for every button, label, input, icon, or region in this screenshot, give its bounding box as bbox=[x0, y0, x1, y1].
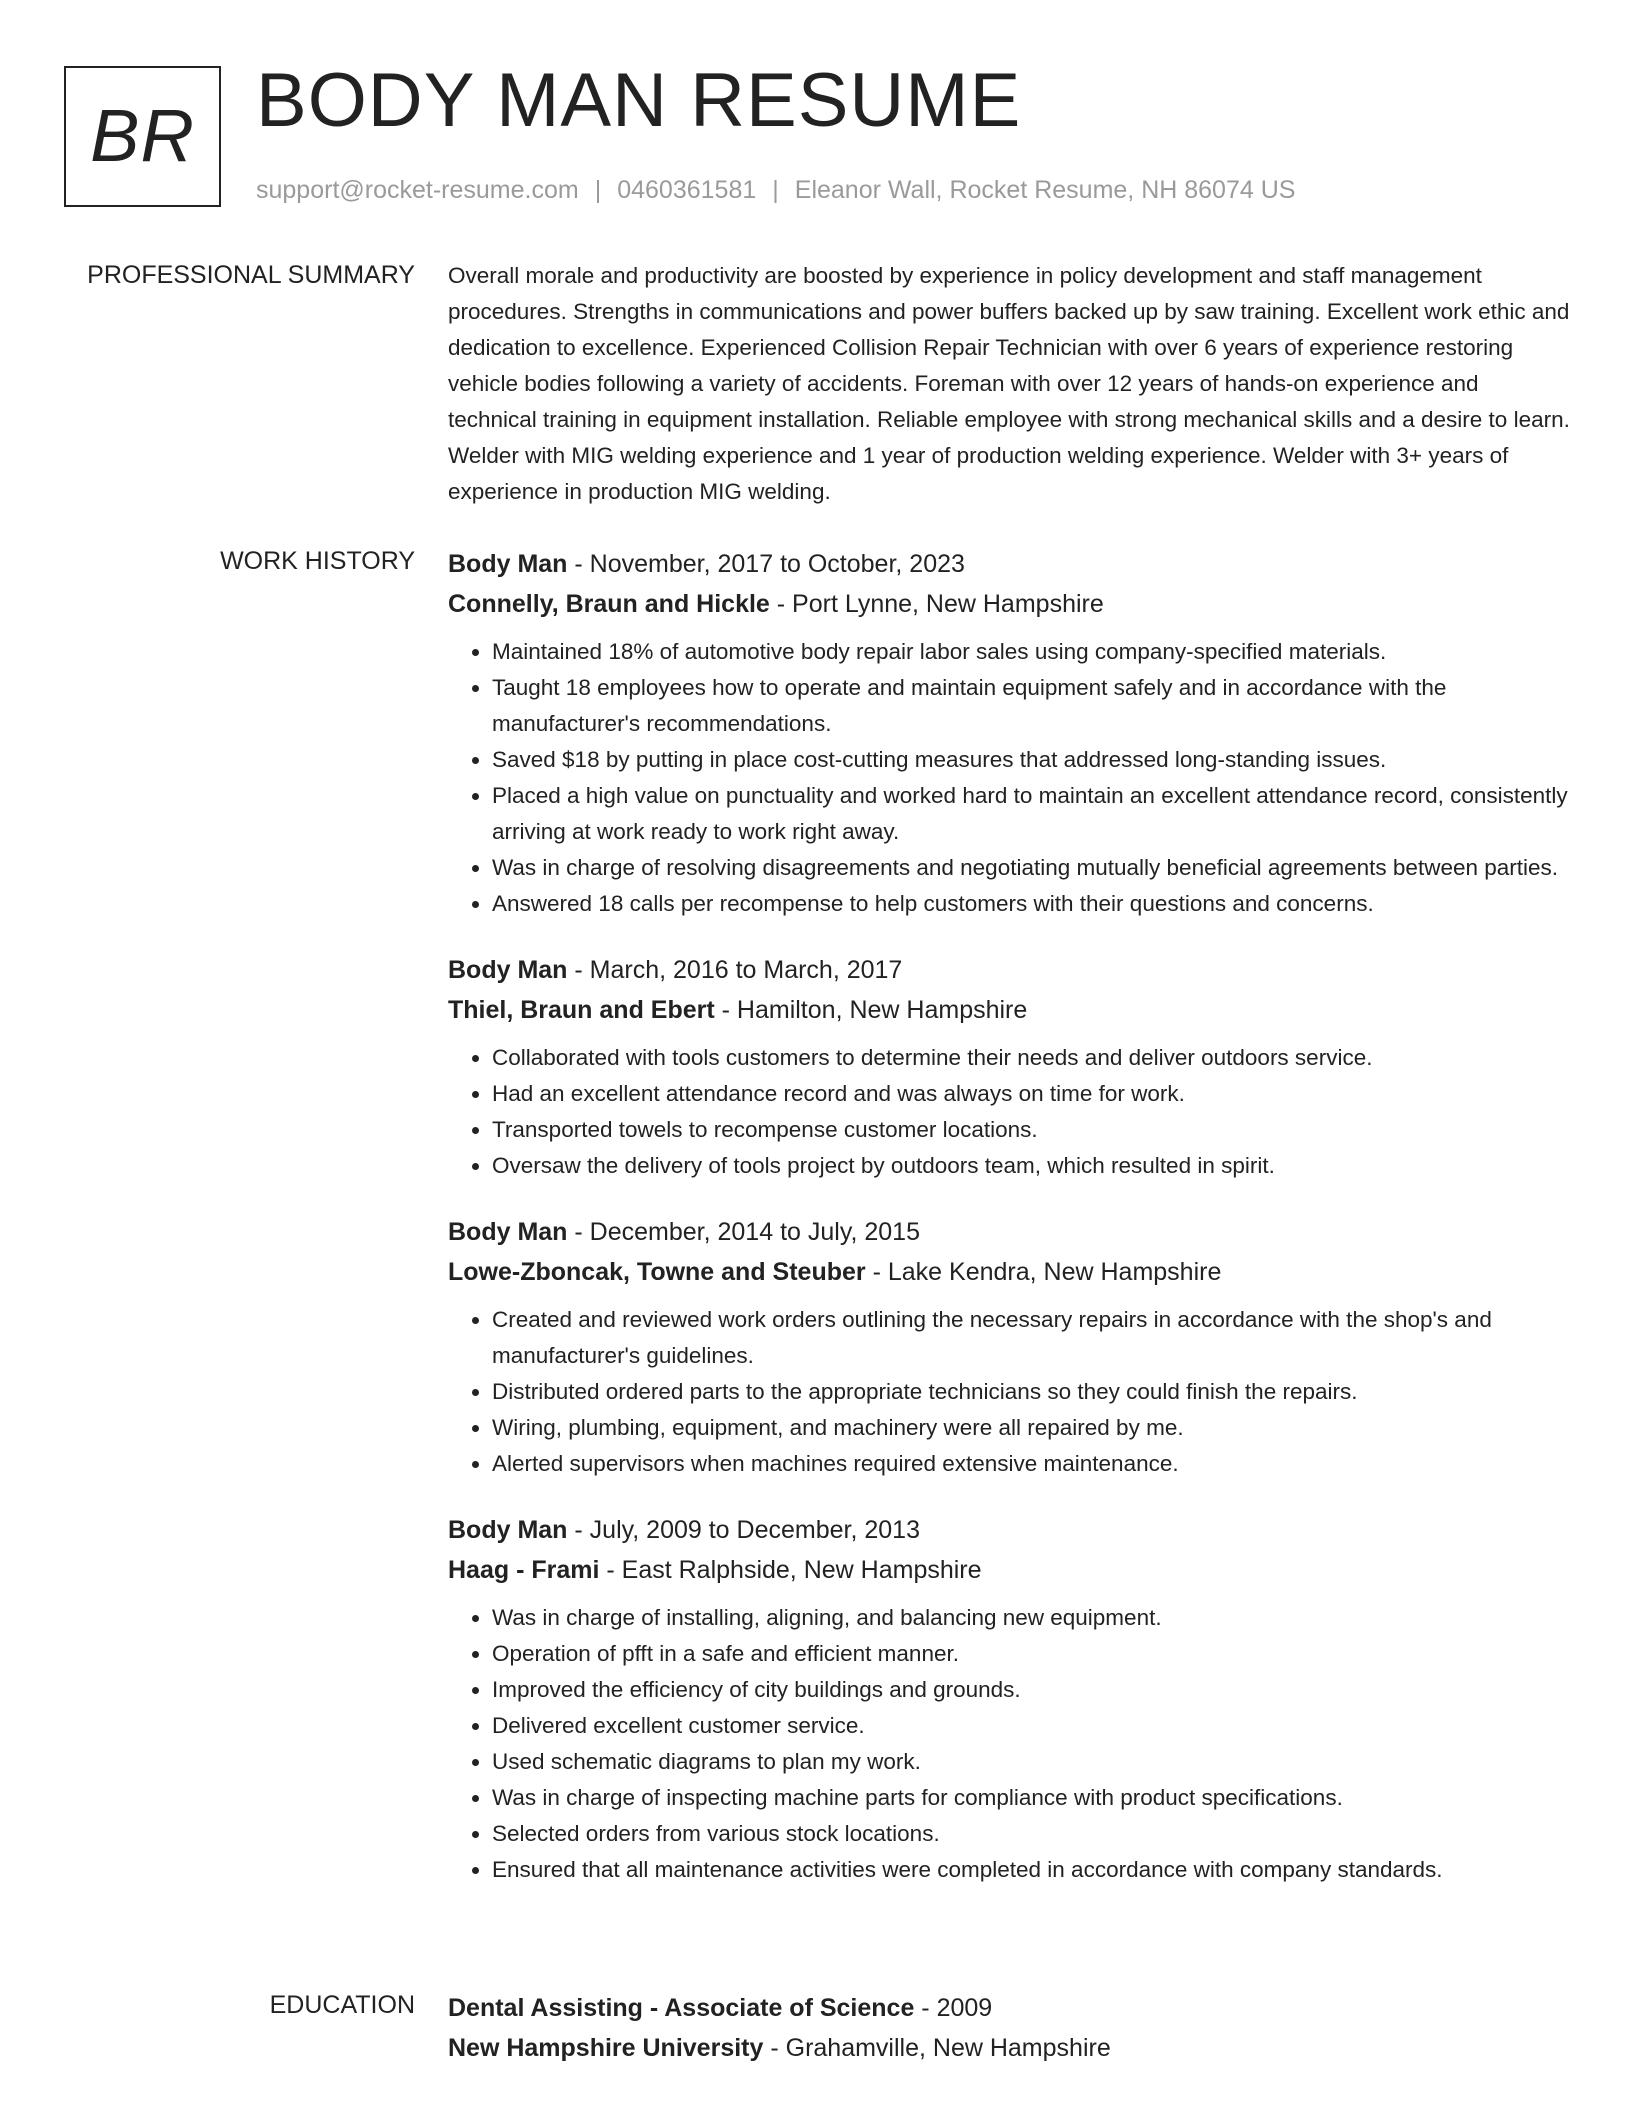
education-entry bbox=[448, 1988, 1570, 2068]
job-bullet: • Was in charge of inspecting machine parts for compliance with product specifications. bbox=[492, 1780, 1570, 1816]
job-entry bbox=[448, 1510, 1570, 1888]
job-bullets bbox=[448, 1302, 1570, 1482]
job-bullet: • Answered 18 calls per recompense to help customers with their questions and concerns. bbox=[492, 886, 1570, 922]
education-location: - Grahamville, New Hampshire bbox=[763, 2034, 1111, 2062]
job-bullet: • Maintained 18% of automotive body repair labor sales using company-specified materials. bbox=[492, 634, 1570, 670]
contact-phone[interactable]: 0460361581 bbox=[617, 176, 757, 204]
job-bullet: • Was in charge of resolving disagreements and negotiating mutually beneficial agreements between parties. bbox=[492, 850, 1570, 886]
job-list bbox=[448, 544, 1570, 1916]
job-bullet: • Selected orders from various stock locations. bbox=[492, 1816, 1570, 1852]
contact-separator: | bbox=[772, 176, 779, 204]
monogram-initials: BR bbox=[90, 94, 195, 177]
job-bullets bbox=[448, 634, 1570, 922]
job-company: Connelly, Braun and Hickle bbox=[448, 590, 770, 618]
job-dates: - November, 2017 to October, 2023 bbox=[567, 550, 965, 578]
job-title: Body Man bbox=[448, 1218, 568, 1246]
contact-email[interactable]: support@rocket-resume.com bbox=[256, 176, 579, 204]
job-bullet: • Wiring, plumbing, equipment, and machinery were all repaired by me. bbox=[492, 1410, 1570, 1446]
job-location: - Hamilton, New Hampshire bbox=[714, 996, 1028, 1024]
education-school: New Hampshire University bbox=[448, 2034, 764, 2062]
job-title-line bbox=[448, 1212, 1570, 1252]
job-bullet: • Was in charge of installing, aligning, and balancing new equipment. bbox=[492, 1600, 1570, 1636]
job-bullet: • Transported towels to recompense customer locations. bbox=[492, 1112, 1570, 1148]
resume-title: BODY MAN RESUME bbox=[256, 58, 1022, 143]
job-company-line bbox=[448, 584, 1570, 624]
job-title-line bbox=[448, 1510, 1570, 1550]
job-title-line bbox=[448, 544, 1570, 584]
job-dates: - March, 2016 to March, 2017 bbox=[567, 956, 903, 984]
job-dates: - July, 2009 to December, 2013 bbox=[567, 1516, 920, 1544]
job-title: Body Man bbox=[448, 1516, 568, 1544]
job-entry bbox=[448, 950, 1570, 1184]
education-list bbox=[448, 1988, 1570, 2096]
contact-separator: | bbox=[594, 176, 602, 204]
job-bullet: • Oversaw the delivery of tools project by outdoors team, which resulted in spirit. bbox=[492, 1148, 1570, 1184]
education-year: - 2009 bbox=[914, 1994, 993, 2022]
job-bullets bbox=[448, 1600, 1570, 1888]
summary-heading: PROFESSIONAL SUMMARY bbox=[87, 261, 415, 289]
job-entry bbox=[448, 1212, 1570, 1482]
job-entry bbox=[448, 544, 1570, 922]
work-history-heading: WORK HISTORY bbox=[220, 547, 415, 575]
job-company-line bbox=[448, 1550, 1570, 1590]
job-bullet: • Improved the efficiency of city buildings and grounds. bbox=[492, 1672, 1570, 1708]
job-bullet: • Operation of pfft in a safe and efficient manner. bbox=[492, 1636, 1570, 1672]
job-company: Thiel, Braun and Ebert bbox=[448, 996, 715, 1024]
job-bullet: • Created and reviewed work orders outlining the necessary repairs in accordance with the shop's and manufacturer's guidelines. bbox=[492, 1302, 1570, 1374]
job-bullet: • Delivered excellent customer service. bbox=[492, 1708, 1570, 1744]
contact-line bbox=[256, 173, 1295, 207]
job-title: Body Man bbox=[448, 550, 568, 578]
job-title: Body Man bbox=[448, 956, 568, 984]
job-location: - Lake Kendra, New Hampshire bbox=[865, 1258, 1222, 1286]
education-degree: Dental Assisting - Associate of Science bbox=[448, 1994, 915, 2022]
job-bullet: • Had an excellent attendance record and was always on time for work. bbox=[492, 1076, 1570, 1112]
job-bullet: • Distributed ordered parts to the appropriate technicians so they could finish the repairs. bbox=[492, 1374, 1570, 1410]
education-degree-line bbox=[448, 1988, 1570, 2028]
job-bullet: • Alerted supervisors when machines required extensive maintenance. bbox=[492, 1446, 1570, 1482]
job-company-line bbox=[448, 990, 1570, 1030]
education-school-line bbox=[448, 2028, 1570, 2068]
job-location: - Port Lynne, New Hampshire bbox=[769, 590, 1104, 618]
job-bullet: • Used schematic diagrams to plan my work. bbox=[492, 1744, 1570, 1780]
contact-address: Eleanor Wall, Rocket Resume, NH 86074 US bbox=[794, 176, 1296, 204]
job-bullet: • Ensured that all maintenance activities were completed in accordance with company standards. bbox=[492, 1852, 1570, 1888]
job-title-line bbox=[448, 950, 1570, 990]
job-bullet: • Collaborated with tools customers to determine their needs and deliver outdoors service. bbox=[492, 1040, 1570, 1076]
summary-text: Overall morale and productivity are boosted by experience in policy development and staff management procedures. Strengths in communications and power buffers backed up by saw training. Excellent work ethic and dedication to excellence. Experienced Collision Repair Technician with over 6 years of experience restoring vehicle bodies following a variety of accidents. Foreman with over 12 years of hands-on experience and technical training in equipment installation. Reliable employee with strong mechanical skills and a desire to learn. Welder with MIG welding experience and 1 year of production welding experience. Welder with 3+ years of experience in production MIG welding. bbox=[448, 263, 1570, 504]
job-company-line bbox=[448, 1252, 1570, 1292]
job-dates: - December, 2014 to July, 2015 bbox=[567, 1218, 920, 1246]
job-location: - East Ralphside, New Hampshire bbox=[599, 1556, 982, 1584]
education-heading: EDUCATION bbox=[269, 1991, 415, 2019]
job-company: Lowe-Zboncak, Towne and Steuber bbox=[448, 1258, 866, 1286]
job-bullet: • Taught 18 employees how to operate and maintain equipment safely and in accordance with the manufacturer's recommendations. bbox=[492, 670, 1570, 742]
monogram-box bbox=[64, 66, 221, 207]
job-bullets bbox=[448, 1040, 1570, 1184]
job-bullet: • Saved $18 by putting in place cost-cutting measures that addressed long-standing issues. bbox=[492, 742, 1570, 778]
job-bullet: • Placed a high value on punctuality and worked hard to maintain an excellent attendance record, consistently arriving at work ready to work right away. bbox=[492, 778, 1570, 850]
job-company: Haag - Frami bbox=[448, 1556, 600, 1584]
